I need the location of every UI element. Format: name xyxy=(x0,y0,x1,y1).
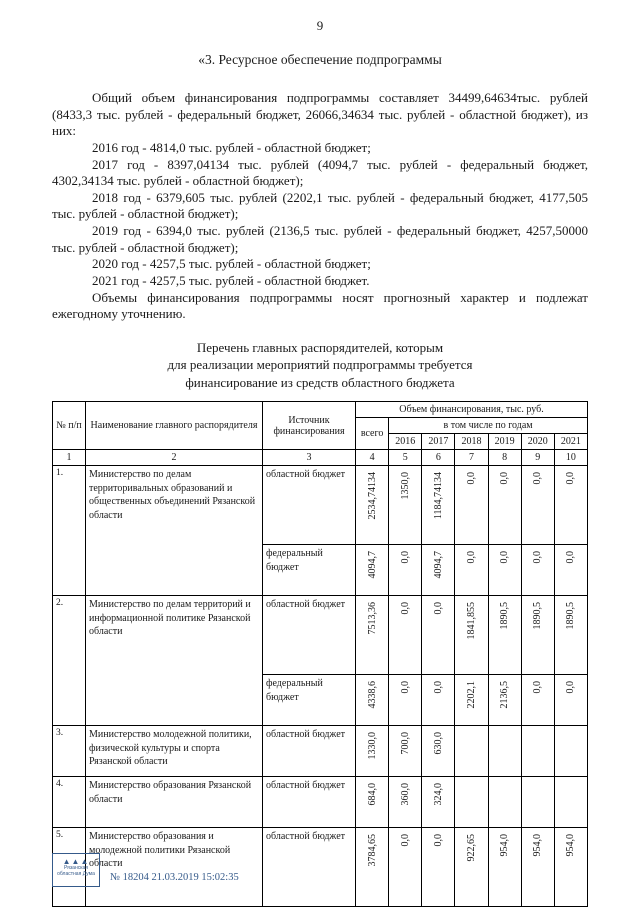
cell-2020 xyxy=(521,726,554,777)
cell-2018: 1841,855 xyxy=(455,596,488,675)
cell-2017: 0,0 xyxy=(422,675,455,726)
table-body xyxy=(53,466,588,907)
cell-total: 1330,0 xyxy=(356,726,389,777)
cell-2021: 1890,5 xyxy=(554,596,587,675)
cell-2017: 324,0 xyxy=(422,777,455,828)
cell-total: 2534,74134 xyxy=(356,466,389,545)
cell-2016: 0,0 xyxy=(389,596,422,675)
cell-2018: 2202,1 xyxy=(455,675,488,726)
colnum-8: 8 xyxy=(488,450,521,466)
cell-2020 xyxy=(521,777,554,828)
cell-2020: 1890,5 xyxy=(521,596,554,675)
paragraph-2019: 2019 год - 6394,0 тыс. рублей (2136,5 тыс. рублей - федеральный бюджет, 4257,50000 тыс. рублей - областной бюджет); xyxy=(52,223,588,255)
cell-2017: 0,0 xyxy=(422,828,455,907)
row-num: 2. xyxy=(53,596,86,726)
header-num: № п/п xyxy=(53,402,86,450)
table-row xyxy=(53,596,588,675)
cell-2016: 360,0 xyxy=(389,777,422,828)
page-number: 9 xyxy=(316,18,324,33)
table-column-numbers xyxy=(53,450,588,466)
cell-2018: 0,0 xyxy=(455,545,488,596)
table-title-line-3: финансирование из средств областного бюджета xyxy=(185,374,455,390)
header-year-2018: 2018 xyxy=(455,434,488,450)
stamp-line-2: областная Дума xyxy=(57,870,95,877)
cell-2016: 700,0 xyxy=(389,726,422,777)
row-num: 3. xyxy=(53,726,86,777)
row-source: федеральный бюджет xyxy=(263,545,356,596)
table-title-line-2: для реализации мероприятий подпрограммы требуется xyxy=(167,357,473,373)
cell-2021: 0,0 xyxy=(554,675,587,726)
document-footer xyxy=(52,853,592,887)
section-heading: «3. Ресурсное обеспечение подпрограммы xyxy=(198,52,442,67)
cell-2016: 0,0 xyxy=(389,675,422,726)
row-num: 4. xyxy=(53,777,86,828)
header-year-2016: 2016 xyxy=(389,434,422,450)
colnum-2: 2 xyxy=(86,450,263,466)
cell-2021 xyxy=(554,726,587,777)
colnum-7: 7 xyxy=(455,450,488,466)
header-by-years: в том числе по годам xyxy=(389,418,588,434)
cell-total: 4094,7 xyxy=(356,545,389,596)
cell-2021: 0,0 xyxy=(554,466,587,545)
funding-table xyxy=(52,401,588,907)
row-source: областной бюджет xyxy=(263,726,356,777)
colnum-6: 6 xyxy=(422,450,455,466)
cell-2017: 4094,7 xyxy=(422,545,455,596)
cell-2021: 0,0 xyxy=(554,545,587,596)
stamp-line-1: Рязанская xyxy=(64,865,88,872)
cell-2019: 954,0 xyxy=(488,828,521,907)
cell-2019: 0,0 xyxy=(488,466,521,545)
cell-2017: 1184,74134 xyxy=(422,466,455,545)
cell-total: 3784,65 xyxy=(356,828,389,907)
cell-2016: 0,0 xyxy=(389,545,422,596)
colnum-1: 1 xyxy=(53,450,86,466)
cell-2020: 0,0 xyxy=(521,545,554,596)
paragraph-forecast-note: Объемы финансирования подпрограммы носят прогнозный характер и подлежат ежегодному уточнению. xyxy=(52,289,588,322)
paragraph-2016: 2016 год - 4814,0 тыс. рублей - областной бюджет; xyxy=(92,139,371,155)
header-year-2019: 2019 xyxy=(488,434,521,450)
header-year-2020: 2020 xyxy=(521,434,554,450)
cell-2018 xyxy=(455,726,488,777)
cell-total: 7513,36 xyxy=(356,596,389,675)
header-volume: Объем финансирования, тыс. руб. xyxy=(356,402,588,418)
cell-total: 4338,6 xyxy=(356,675,389,726)
cell-2019: 1890,5 xyxy=(488,596,521,675)
colnum-10: 10 xyxy=(554,450,587,466)
header-year-2021: 2021 xyxy=(554,434,587,450)
row-name: Министерство образования Рязанской области xyxy=(86,777,263,828)
colnum-3: 3 xyxy=(263,450,356,466)
cell-2017: 630,0 xyxy=(422,726,455,777)
cell-2021: 954,0 xyxy=(554,828,587,907)
cell-2016: 1350,0 xyxy=(389,466,422,545)
row-source: областной бюджет xyxy=(263,777,356,828)
cell-2019: 0,0 xyxy=(488,545,521,596)
table-title xyxy=(52,339,588,392)
row-source: областной бюджет xyxy=(263,466,356,545)
colnum-9: 9 xyxy=(521,450,554,466)
header-total: всего xyxy=(356,418,389,450)
cell-2016: 0,0 xyxy=(389,828,422,907)
paragraph-2017: 2017 год - 8397,04134 тыс. рублей (4094,7 тыс. рублей - федеральный бюджет, 4302,34134 тыс. рублей - областной бюджет); xyxy=(52,156,588,189)
row-source: федеральный бюджет xyxy=(263,675,356,726)
table-title-line-1: Перечень главных распорядителей, которым xyxy=(196,339,444,355)
table-row xyxy=(53,777,588,828)
row-name: Министерство по делам территорий и информационной политике Рязанской области xyxy=(86,596,263,726)
crest-icon: ▲▲▲ xyxy=(62,857,90,866)
registration-stamp-text: № 18204 21.03.2019 15:02:35 xyxy=(110,872,239,883)
cell-2020: 0,0 xyxy=(521,675,554,726)
cell-2018: 0,0 xyxy=(455,466,488,545)
paragraph-2021: 2021 год - 4257,5 тыс. рублей - областной бюджет. xyxy=(92,272,370,288)
row-source: областной бюджет xyxy=(263,596,356,675)
official-stamp-icon xyxy=(52,853,100,887)
header-year-2017: 2017 xyxy=(422,434,455,450)
cell-2019 xyxy=(488,777,521,828)
table-row xyxy=(53,726,588,777)
paragraph-total-funding: Общий объем финансирования подпрограммы составляет 34499,64634тыс. рублей (8433,3 тыс. рублей - федеральный бюджет, 26066,34634 тыс. рублей - областной бюджет), из них: xyxy=(52,90,588,139)
table-row xyxy=(53,466,588,545)
cell-2018: 922,65 xyxy=(455,828,488,907)
cell-2020: 954,0 xyxy=(521,828,554,907)
paragraph-2020: 2020 год - 4257,5 тыс. рублей - областной бюджет; xyxy=(92,256,371,272)
table-header xyxy=(53,402,588,466)
cell-2020: 0,0 xyxy=(521,466,554,545)
cell-2019: 2136,5 xyxy=(488,675,521,726)
header-name: Наименование главного распорядителя xyxy=(86,402,263,450)
row-name: Министерство образования и молодежной политики Рязанской области xyxy=(86,828,263,907)
cell-2017: 0,0 xyxy=(422,596,455,675)
header-source: Источник финансирования xyxy=(263,402,356,450)
cell-2021 xyxy=(554,777,587,828)
row-num: 1. xyxy=(53,466,86,596)
row-source: областной бюджет xyxy=(263,828,356,907)
cell-total: 684,0 xyxy=(356,777,389,828)
cell-2018 xyxy=(455,777,488,828)
row-num: 5. xyxy=(53,828,86,907)
colnum-5: 5 xyxy=(389,450,422,466)
paragraph-2018: 2018 год - 6379,605 тыс. рублей (2202,1 тыс. рублей - федеральный бюджет, 4177,505 тыс. рублей - областной бюджет); xyxy=(52,189,588,222)
row-name: Министерство молодежной политики, физической культуры и спорта Рязанской области xyxy=(86,726,263,777)
cell-2019 xyxy=(488,726,521,777)
row-name: Министерство по делам территоривальных образований и общественных объединений Рязанской области xyxy=(86,466,263,596)
colnum-4: 4 xyxy=(356,450,389,466)
